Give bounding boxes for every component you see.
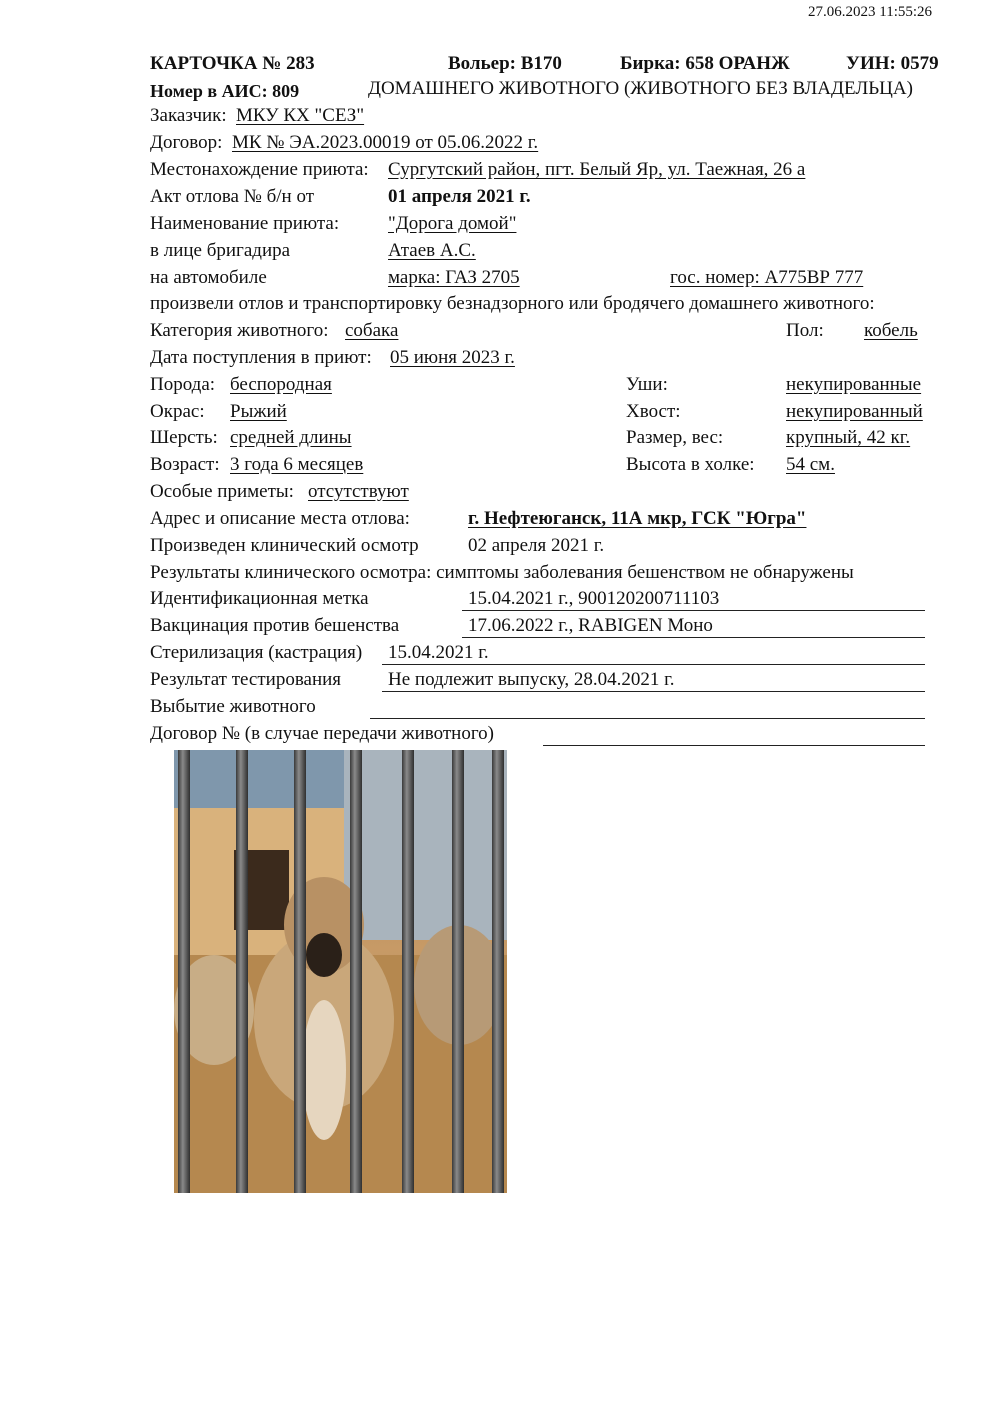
tag-number: Бирка: 658 ОРАНЖ <box>620 53 790 74</box>
breed-value: беспородная <box>230 374 332 395</box>
vehicle-brand: марка: ГАЗ 2705 <box>388 267 520 288</box>
vehicle-label: на автомобиле <box>150 267 267 288</box>
shelter-location-label: Местонахождение приюта: <box>150 159 369 180</box>
testing-line <box>382 691 925 692</box>
customer-label: Заказчик: <box>150 105 227 126</box>
sterilization-line <box>382 664 925 665</box>
capture-act-label: Акт отлова № б/н от <box>150 186 315 207</box>
disposal-line <box>370 718 925 719</box>
age-value: 3 года 6 месяцев <box>230 454 364 475</box>
brigadier-label: в лице бригадира <box>150 240 291 261</box>
cage-bar <box>236 750 248 1193</box>
arrival-value: 05 июня 2023 г. <box>390 347 515 368</box>
cage-bar <box>294 750 306 1193</box>
capture-place-value: г. Нефтеюганск, 11А мкр, ГСК "Югра" <box>468 508 807 529</box>
cage-bar <box>178 750 190 1193</box>
exam-label: Произведен клинический осмотр <box>150 535 419 556</box>
size-value: крупный, 42 кг. <box>786 427 911 448</box>
vehicle-plate: гос. номер: А775ВР 777 <box>670 267 864 288</box>
sterilization-label: Стерилизация (кастрация) <box>150 642 363 663</box>
exam-result: Результаты клинического осмотра: симптомы заболевания бешенством не обнаружены <box>150 562 854 583</box>
breed-label: Порода: <box>150 374 216 395</box>
tail-label: Хвост: <box>626 401 681 422</box>
age-label: Возраст: <box>150 454 220 475</box>
size-label: Размер, вес: <box>626 427 724 448</box>
capture-act-date: 01 апреля 2021 г. <box>388 186 531 207</box>
ears-label: Уши: <box>626 374 668 395</box>
vaccination-value: 17.06.2022 г., RABIGEN Моно <box>468 615 713 636</box>
id-mark-label: Идентификационная метка <box>150 588 369 609</box>
height-label: Высота в холке: <box>626 454 755 475</box>
cage-bar <box>492 750 504 1193</box>
testing-value: Не подлежит выпуску, 28.04.2021 г. <box>388 669 675 690</box>
height-value: 54 см. <box>786 454 835 475</box>
capture-statement: произвели отлов и транспортировку безнадзорного или бродячего домашнего животного: <box>150 293 875 314</box>
id-mark-line <box>462 610 925 611</box>
id-mark-value: 15.04.2021 г., 900120200711103 <box>468 588 720 609</box>
testing-label: Результат тестирования <box>150 669 342 690</box>
customer-value: МКУ КХ "СЕЗ" <box>236 105 365 126</box>
contract-label: Договор: <box>150 132 223 153</box>
shelter-location-value: Сургутский район, пгт. Белый Яр, ул. Таежная, 26 а <box>388 159 806 180</box>
vaccination-label: Вакцинация против бешенства <box>150 615 400 636</box>
sex-value: кобель <box>864 320 918 341</box>
cage-bar <box>402 750 414 1193</box>
uin-number: УИН: 0579 <box>846 53 939 74</box>
exam-date: 02 апреля 2021 г. <box>468 535 605 556</box>
shelter-name-value: "Дорога домой" <box>388 213 517 234</box>
special-marks-label: Особые приметы: <box>150 481 294 502</box>
print-timestamp: 27.06.2023 11:55:26 <box>808 4 933 20</box>
card-subtitle: ДОМАШНЕГО ЖИВОТНОГО (ЖИВОТНОГО БЕЗ ВЛАДЕЛЬЦА) <box>368 78 913 99</box>
color-label: Окрас: <box>150 401 205 422</box>
sterilization-value: 15.04.2021 г. <box>388 642 489 663</box>
coat-label: Шерсть: <box>150 427 218 448</box>
tail-value: некупированный <box>786 401 923 422</box>
special-marks-value: отсутствуют <box>308 481 409 502</box>
vaccination-line <box>462 637 925 638</box>
contract-value: МК № ЭА.2023.00019 от 05.06.2022 г. <box>232 132 539 153</box>
sex-label: Пол: <box>786 320 824 341</box>
color-value: Рыжий <box>230 401 287 422</box>
coat-value: средней длины <box>230 427 352 448</box>
shelter-name-label: Наименование приюта: <box>150 213 340 234</box>
transfer-contract-line <box>543 745 925 746</box>
category-label: Категория животного: <box>150 320 329 341</box>
category-value: собака <box>345 320 399 341</box>
ears-value: некупированные <box>786 374 922 395</box>
transfer-contract-label: Договор № (в случае передачи животного) <box>150 723 494 744</box>
cage-bar <box>452 750 464 1193</box>
animal-photo <box>174 750 507 1193</box>
ais-number: Номер в АИС: 809 <box>150 81 300 101</box>
disposal-label: Выбытие животного <box>150 696 316 717</box>
brigadier-value: Атаев А.С. <box>388 240 476 261</box>
cage-bar <box>350 750 362 1193</box>
capture-place-label: Адрес и описание места отлова: <box>150 508 410 529</box>
card-number: КАРТОЧКА № 283 <box>150 53 315 74</box>
enclosure-number: Вольер: В170 <box>448 53 562 74</box>
arrival-label: Дата поступления в приют: <box>150 347 372 368</box>
